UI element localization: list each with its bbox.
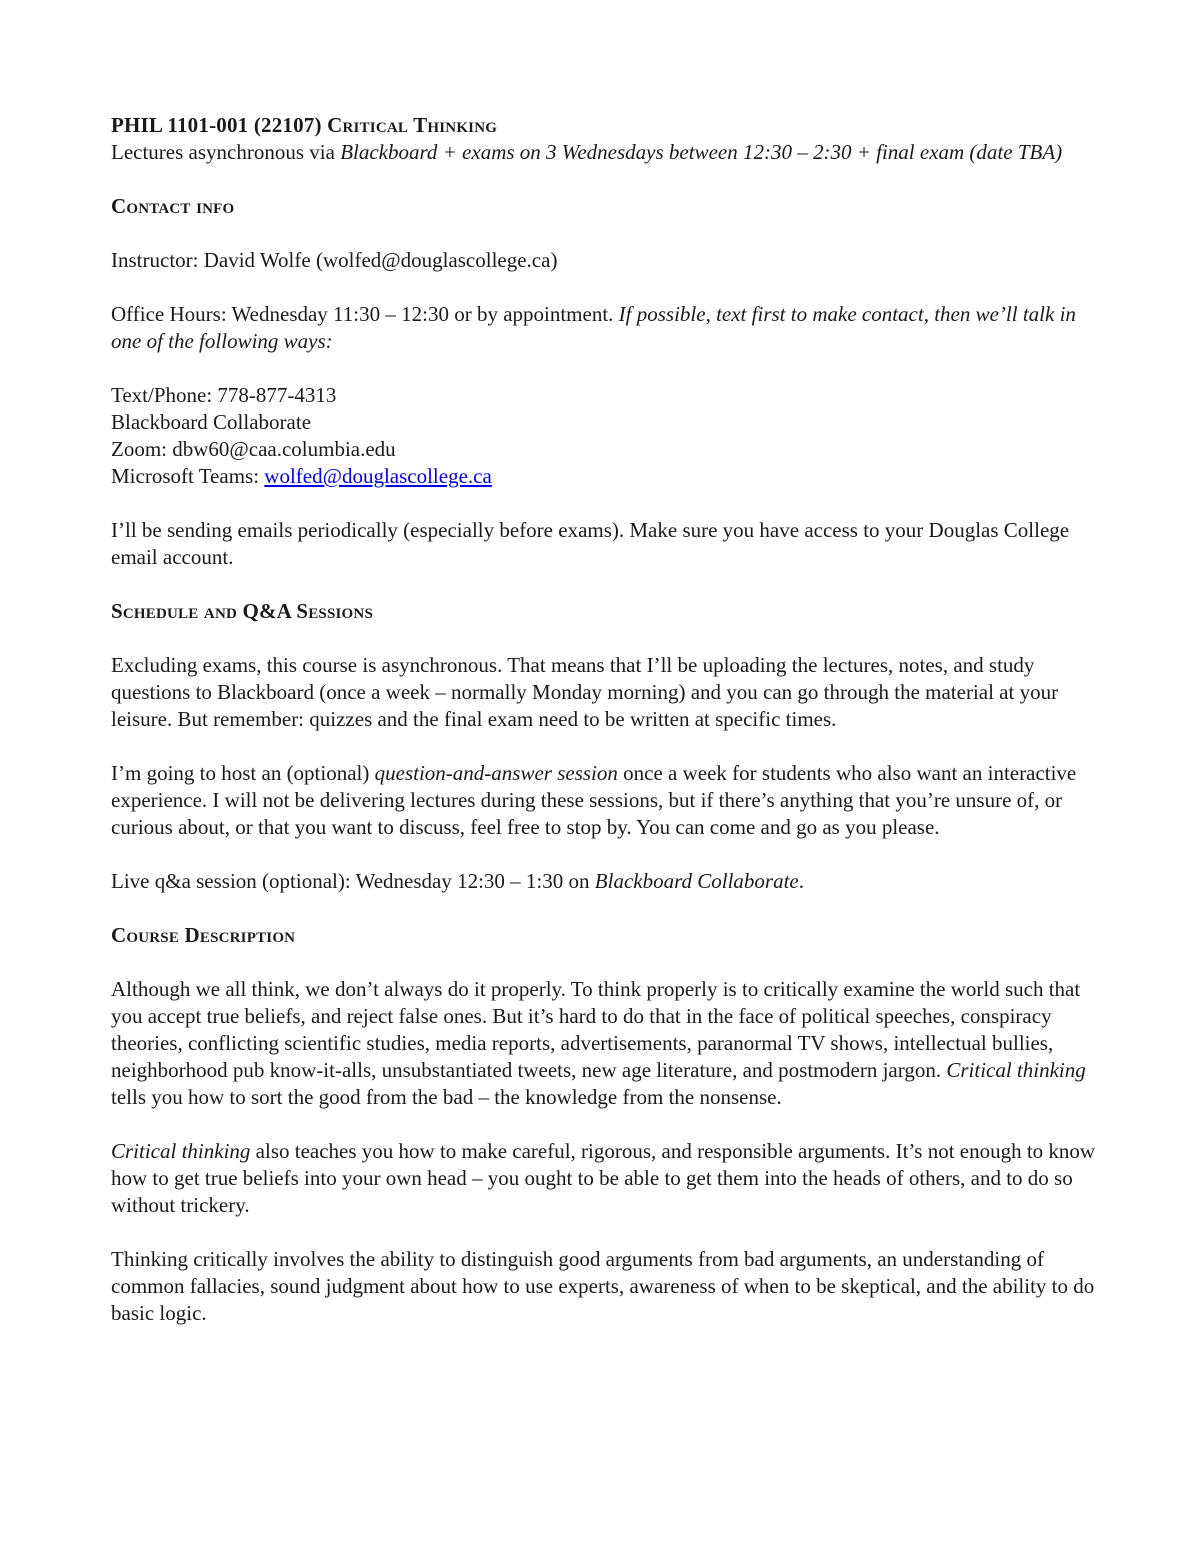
teams-email-link[interactable]: wolfed@douglascollege.ca	[264, 464, 492, 488]
desc-p1-start: Although we all think, we don’t always do it properly. To think properly is to critically examine the world such that you accept true beliefs, and reject false ones. But it’s hard to do that in the face of political speeches, conspiracy theories, conflicting scientific studies, media reports, advertisements, paranormal TV shows, intellectual bullies, neighborhood pub know-it-alls, unsubstantiated tweets, new age literature, and postmodern jargon.	[111, 977, 1081, 1082]
description-paragraph-3: Thinking critically involves the ability to distinguish good arguments from bad arguments, an understanding of common fallacies, sound judgment about how to use experts, awareness of when to be skeptical, and the ability to do basic logic.	[111, 1247, 1095, 1325]
schedule-paragraph-2	[111, 760, 1111, 841]
schedule-paragraph-1: Excluding exams, this course is asynchronous. That means that I’ll be uploading the lectures, notes, and study questions to Blackboard (once a week – normally Monday morning) and you can go through the material at your leisure. But remember: quizzes and the final exam need to be written at specific times.	[111, 653, 1059, 731]
course-code: PHIL 1101-001 (22107)	[111, 113, 328, 137]
schedule-p2-end: once a week for students who also want an interactive experience. I will not be delivering lectures during these sessions, but if there’s anything that you’re unsure of, or curious about, or that you want to discuss, feel free to stop by. You can come and go as you please.	[111, 761, 1077, 839]
teams-line	[111, 463, 1111, 490]
course-name: Critical Thinking	[327, 113, 498, 137]
live-session-platform: Blackboard Collaborate	[594, 869, 799, 893]
live-session-line	[111, 868, 1111, 895]
description-paragraph-2	[111, 1138, 1111, 1219]
course-title	[111, 112, 1111, 139]
office-hours	[111, 301, 1111, 355]
description-heading: Course Description	[111, 923, 296, 947]
live-session-period: .	[798, 869, 804, 893]
collaborate-line: Blackboard Collaborate	[111, 410, 312, 434]
desc-p2-italic: Critical thinking	[111, 1139, 251, 1163]
schedule-heading: Schedule and Q&A Sessions	[111, 599, 373, 623]
schedule-p2-start: I’m going to host an (optional)	[111, 761, 375, 785]
subtitle-text: Lectures asynchronous via	[111, 140, 341, 164]
desc-p1-italic: Critical thinking	[946, 1058, 1086, 1082]
phone-line: Text/Phone: 778-877-4313	[111, 383, 337, 407]
subtitle-italic: Blackboard + exams on 3 Wednesdays between 12:30 – 2:30 + final exam (date TBA)	[340, 140, 1063, 164]
course-subtitle	[111, 139, 1111, 166]
live-session-text: Live q&a session (optional): Wednesday 12:30 – 1:30 on	[111, 869, 595, 893]
schedule-p2-italic: question-and-answer session	[374, 761, 618, 785]
zoom-line: Zoom: dbw60@caa.columbia.edu	[111, 437, 396, 461]
description-paragraph-1	[111, 976, 1111, 1111]
contact-heading: Contact info	[111, 194, 235, 218]
office-hours-note: If possible, text first to make contact, then we’ll talk in one of the following ways:	[111, 302, 1076, 353]
teams-label: Microsoft Teams:	[111, 464, 265, 488]
office-hours-text: Office Hours: Wednesday 11:30 – 12:30 or by appointment.	[111, 302, 619, 326]
syllabus-page	[111, 112, 1111, 1327]
emails-note: I’ll be sending emails periodically (especially before exams). Make sure you have access to your Douglas College email account.	[111, 518, 1070, 569]
desc-p1-end: tells you how to sort the good from the bad – the knowledge from the nonsense.	[111, 1085, 782, 1109]
instructor-line: Instructor: David Wolfe (wolfed@douglascollege.ca)	[111, 248, 558, 272]
desc-p2-end: also teaches you how to make careful, rigorous, and responsible arguments. It’s not enough to know how to get true beliefs into your own head – you ought to be able to get them into the heads of others, and to do so without trickery.	[111, 1139, 1096, 1217]
